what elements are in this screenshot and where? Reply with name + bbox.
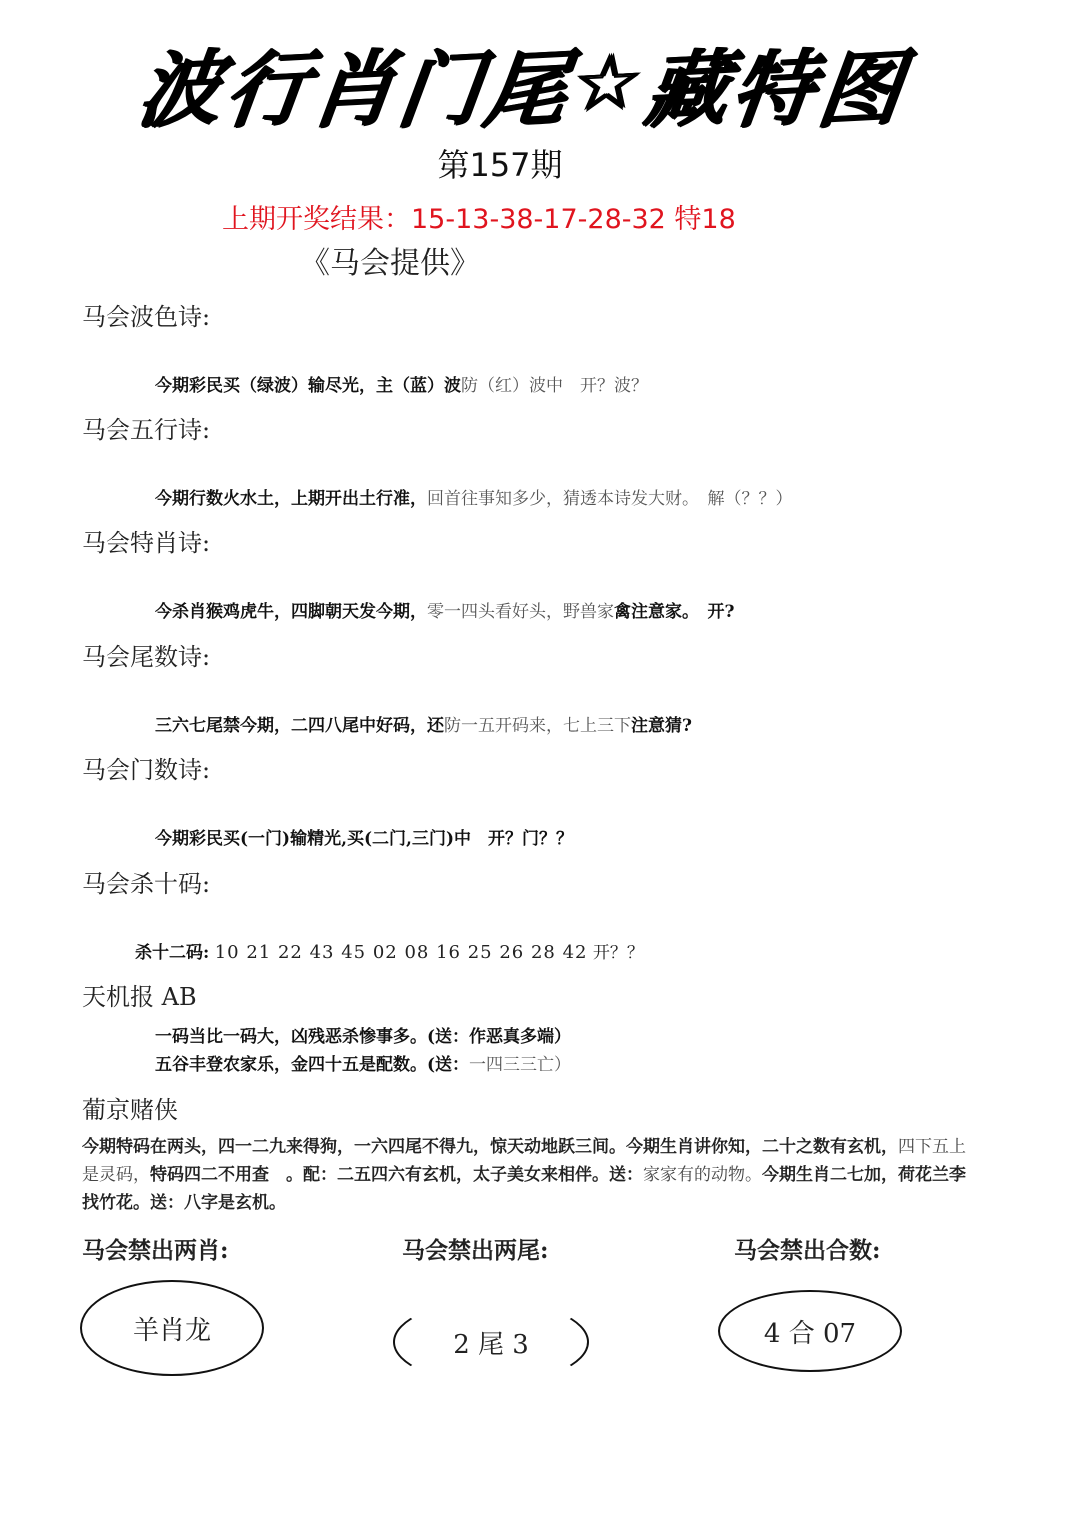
section-title-tianji: 天机报 AB [82, 983, 197, 1011]
ban-tail-title: 马会禁出两尾: [402, 1237, 549, 1264]
section-title-zodiac: 马会特肖诗: [82, 529, 211, 557]
pujing-text-5: 今期生肖二七加，荷花兰李找竹花。送：八字是玄机。 [82, 1165, 966, 1213]
issue-number: 第157期 [437, 146, 563, 184]
section-title-pujing: 葡京赌侠 [82, 1096, 178, 1124]
pujing-text-3: 特码四二不用查 。配：二五四六有玄机，太子美女来相伴。送： [150, 1165, 643, 1185]
banner-char: 波 [132, 40, 226, 140]
pujing-text-4: 家家有的动物。 [643, 1165, 762, 1185]
tianji-line-2-light: 一四三三亡） [469, 1055, 572, 1075]
section-title-wave: 马会波色诗: [82, 303, 211, 331]
banner-char: 藏 [639, 40, 733, 140]
ban-zodiac-oval [80, 1280, 264, 1376]
tail-poem-light: 防一五开码来，七上三下 [444, 716, 631, 736]
wave-poem-light: 防（红）波中 开？波？ [461, 376, 648, 396]
kill-numbers-line [135, 938, 644, 963]
pujing-text [82, 1133, 982, 1217]
ban-sum-oval [718, 1290, 902, 1372]
banner-char: 尾 [478, 40, 572, 140]
section-title-five-elements: 马会五行诗: [82, 416, 211, 444]
ban-zodiac-title: 马会禁出两肖: [82, 1237, 229, 1264]
star-icon: ☆ [566, 36, 647, 130]
section-title-door: 马会门数诗: [82, 756, 211, 784]
zodiac-poem-light: 零一四头看好头，野兽家 [427, 602, 614, 622]
five-elements-poem-bold: 今期行数火水土，上期开出土行准， [155, 489, 427, 509]
kill-label: 杀十二码: [135, 943, 210, 963]
section-title-kill: 马会杀十码: [82, 870, 211, 898]
tianji-line-2 [155, 1050, 571, 1075]
kill-suffix: 开？？ [592, 943, 644, 963]
ban-sum-value: 4 合 07 [763, 1318, 857, 1349]
five-elements-poem-light: 回首往事知多少，猜透本诗发大财。 解（？？） [427, 489, 793, 509]
tianji-line-1-text: 一码当比一码大，凶残恶杀惨事多。(送：作恶真多端） [155, 1027, 572, 1047]
door-poem-text: 今期彩民买(一门)输精光,买(二门,三门)中 开？门？？ [155, 829, 574, 849]
ban-sum-title: 马会禁出合数: [734, 1237, 881, 1264]
banner-char: 行 [219, 40, 312, 140]
banner-char: 门 [392, 40, 485, 140]
tail-poem [155, 711, 692, 736]
section-title-tail: 马会尾数诗: [82, 643, 211, 671]
zodiac-poem-bold: 今杀肖猴鸡虎牛，四脚朝天发今期， [155, 602, 427, 622]
pujing-text-1: 今期特码在两头，四一二九来得狗，一六四尾不得九，惊天动地跃三间。今期生肖讲你知，二十之数有玄机， [82, 1137, 898, 1157]
zodiac-poem [155, 597, 734, 622]
banner-char: 图 [812, 40, 906, 140]
banner-char: 肖 [305, 40, 399, 140]
five-elements-poem [155, 484, 793, 509]
ban-zodiac-value: 羊肖龙 [132, 1315, 211, 1346]
provider-label: 《马会提供》 [300, 246, 480, 281]
banner-char: 特 [726, 40, 819, 140]
tail-poem-bold-end: 注意猜? [631, 716, 692, 736]
door-poem [155, 824, 573, 849]
ban-tail-oval [393, 1300, 589, 1384]
wave-poem [155, 371, 648, 396]
banner-title [132, 28, 906, 140]
ban-tail-value: 2 尾 3 [453, 1329, 529, 1360]
pujing-text-2: 四下五上是灵码， [82, 1137, 966, 1185]
tianji-line-2-bold: 五谷丰登农家乐，金四十五是配数。(送： [155, 1055, 470, 1075]
zodiac-poem-bold-end: 禽注意家。 开? [614, 602, 735, 622]
tail-poem-bold: 三六七尾禁今期，二四八尾中好码，还 [155, 716, 444, 736]
kill-numbers: 10 21 22 43 45 02 08 16 25 26 28 42 [214, 942, 588, 963]
tianji-line-1 [155, 1022, 571, 1047]
wave-poem-bold: 今期彩民买（绿波）输尽光，主（蓝）波 [155, 376, 461, 396]
last-draw-result: 上期开奖结果：15-13-38-17-28-32 特18 [222, 204, 736, 235]
